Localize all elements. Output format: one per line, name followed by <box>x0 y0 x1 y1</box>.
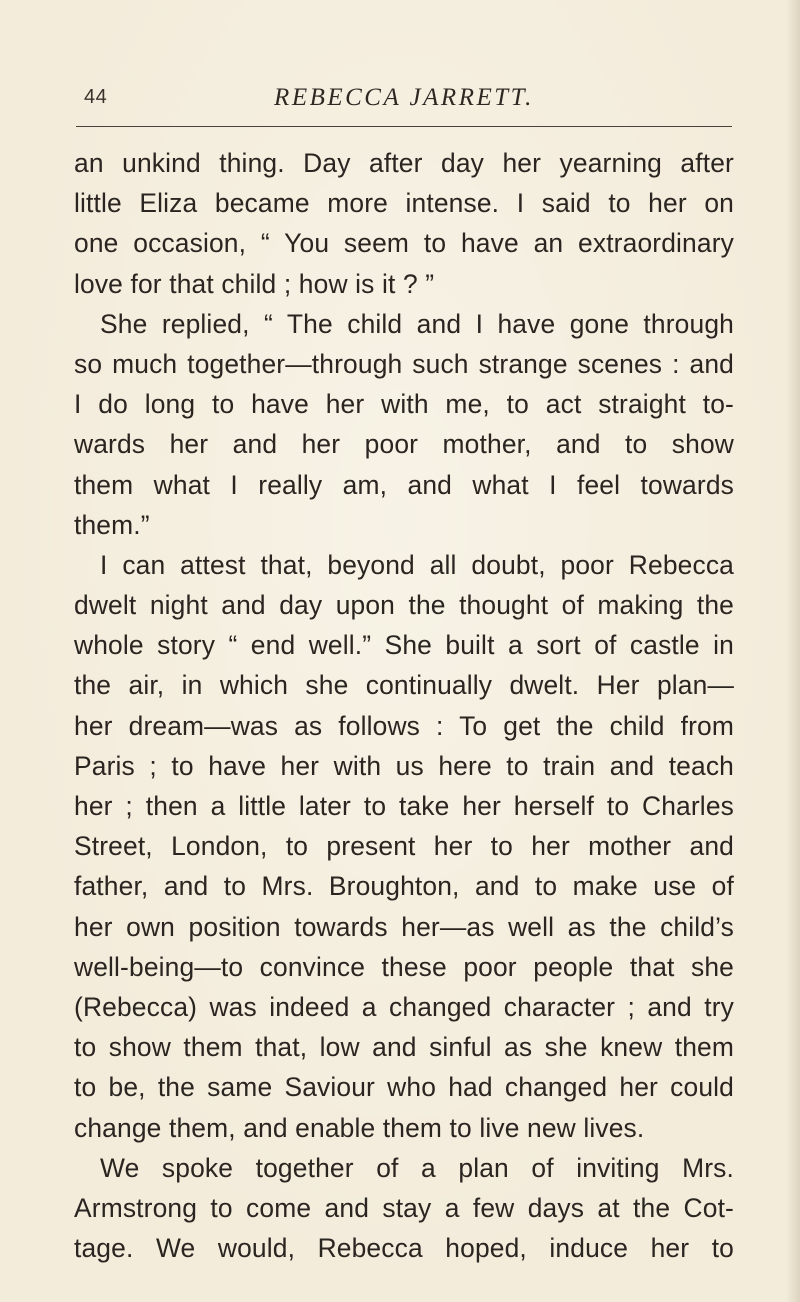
text-line: an unkind thing. Day after day her yearning after <box>74 148 734 178</box>
text-line: one occasion, “ You seem to have an extraordinary <box>74 228 734 259</box>
text-line: dwelt night and day upon the thought of making the <box>74 590 734 621</box>
text-line: to be, the same Saviour who had changed her could <box>74 1072 734 1103</box>
text-line: whole story “ end well.” She built a sort of castle in <box>74 630 734 661</box>
text-line: her own position towards her—as well as the child’s <box>74 911 734 942</box>
text-line: father, and to Mrs. Broughton, and to make use of <box>74 871 734 902</box>
header-rule <box>76 126 732 127</box>
text-line: I can attest that, beyond all doubt, poor Rebecca <box>100 549 734 580</box>
text-line: love for that child ; how is it ? ” <box>74 268 435 299</box>
text-line: I do long to have her with me, to act straight to- <box>74 389 734 420</box>
text-line: them what I really am, and what I feel towards <box>74 469 734 500</box>
text-line: little Eliza became more intense. I said to her on <box>74 188 734 219</box>
page-number: 44 <box>84 86 108 108</box>
text-line: (Rebecca) was indeed a changed character ; and try <box>74 991 734 1022</box>
body-text <box>74 143 734 1268</box>
running-head: REBECCA JARRETT. <box>274 84 534 111</box>
text-line: We spoke together of a plan of inviting Mrs. <box>100 1152 734 1183</box>
text-line: wards her and her poor mother, and to show <box>74 429 734 460</box>
text-line: tage. We would, Rebecca hoped, induce her to <box>74 1233 734 1264</box>
text-line: the air, in which she continually dwelt. Her plan— <box>74 670 734 701</box>
text-line: Paris ; to have her with us here to train and teach <box>74 750 734 781</box>
text-line: to show them that, low and sinful as she knew them <box>74 1032 734 1063</box>
text-line: Armstrong to come and stay a few days at the Cot- <box>74 1192 734 1223</box>
text-line: them.” <box>74 509 150 540</box>
page-header <box>76 84 732 124</box>
text-line: so much together—through such strange scenes : and <box>74 348 734 379</box>
text-line: She replied, “ The child and I have gone through <box>100 308 734 339</box>
text-line: Street, London, to present her to her mother and <box>74 831 734 862</box>
text-line: well-being—to convince these poor people that she <box>74 951 734 982</box>
page-edge-shadow <box>786 0 800 1302</box>
text-line: change them, and enable them to live new lives. <box>74 1112 645 1143</box>
text-line: her dream—was as follows : To get the child from <box>74 710 734 741</box>
text-line: her ; then a little later to take her herself to Charles <box>74 791 734 821</box>
